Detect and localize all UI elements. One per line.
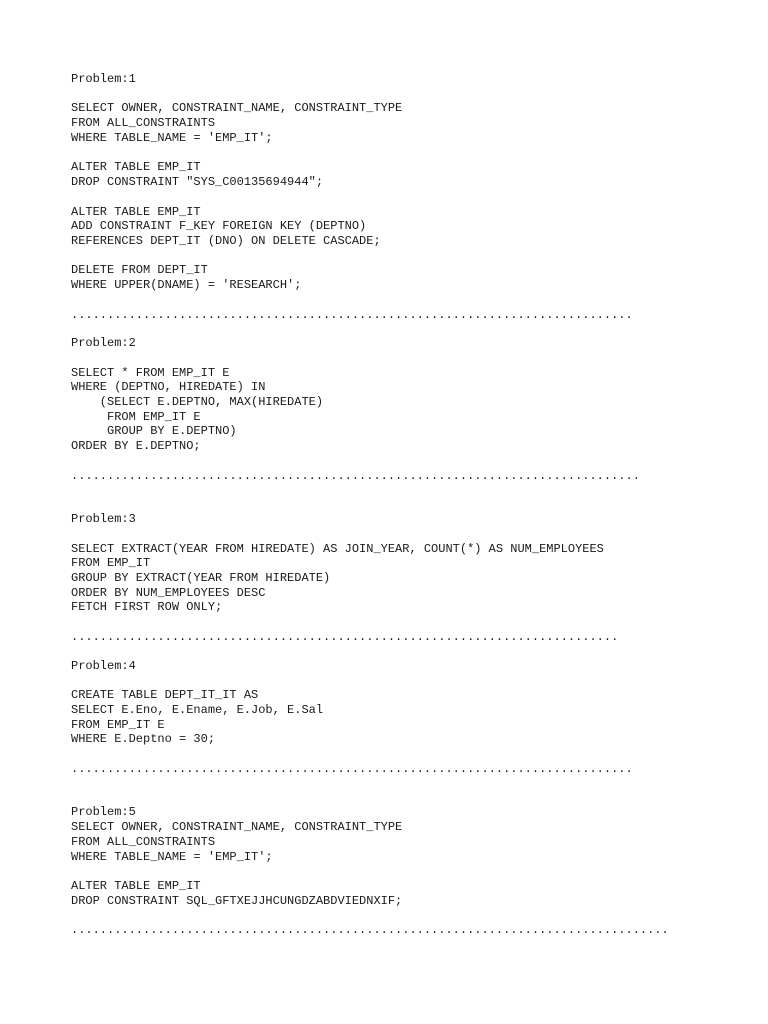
problem-4-heading: Problem:4	[71, 659, 136, 673]
code-line: FROM ALL_CONSTRAINTS	[71, 835, 216, 849]
code-line: WHERE (DEPTNO, HIREDATE) IN	[71, 380, 266, 394]
dotted-separator: ..............................................................................	[71, 762, 633, 776]
code-line: GROUP BY E.DEPTNO)	[71, 424, 237, 438]
dotted-separator: ...................................................................................	[71, 923, 669, 937]
problem-1-heading: Problem:1	[71, 72, 136, 86]
code-line: SELECT E.Eno, E.Ename, E.Job, E.Sal	[71, 703, 324, 717]
code-line: SELECT * FROM EMP_IT E	[71, 366, 230, 380]
code-line: (SELECT E.DEPTNO, MAX(HIREDATE)	[71, 395, 324, 409]
code-line: ALTER TABLE EMP_IT	[71, 205, 201, 219]
problem-3-heading: Problem:3	[71, 512, 136, 526]
problem-2-heading: Problem:2	[71, 336, 136, 350]
dotted-separator: ..............................................................................	[71, 308, 633, 322]
code-line: ORDER BY E.DEPTNO;	[71, 439, 201, 453]
code-line: DROP CONSTRAINT "SYS_C00135694944";	[71, 175, 324, 189]
code-line: FROM EMP_IT E	[71, 410, 201, 424]
code-line: ALTER TABLE EMP_IT	[71, 160, 201, 174]
code-line: REFERENCES DEPT_IT (DNO) ON DELETE CASCADE;	[71, 234, 381, 248]
code-line: WHERE TABLE_NAME = 'EMP_IT';	[71, 850, 273, 864]
code-line: ADD CONSTRAINT F_KEY FOREIGN KEY (DEPTNO)	[71, 219, 367, 233]
code-line: SELECT OWNER, CONSTRAINT_NAME, CONSTRAINT_TYPE	[71, 820, 403, 834]
code-line: DROP CONSTRAINT SQL_GFTXEJJHCUNGDZABDVIEDNXIF;	[71, 894, 403, 908]
code-line: GROUP BY EXTRACT(YEAR FROM HIREDATE)	[71, 571, 331, 585]
problem-5-heading: Problem:5	[71, 805, 136, 819]
code-line: SELECT EXTRACT(YEAR FROM HIREDATE) AS JOIN_YEAR, COUNT(*) AS NUM_EMPLOYEES	[71, 542, 604, 556]
code-line: DELETE FROM DEPT_IT	[71, 263, 208, 277]
dotted-separator: ...............................................................................	[71, 469, 640, 483]
code-line: WHERE UPPER(DNAME) = 'RESEARCH';	[71, 278, 302, 292]
code-line: FROM EMP_IT E	[71, 718, 165, 732]
code-line: ALTER TABLE EMP_IT	[71, 879, 201, 893]
code-line: CREATE TABLE DEPT_IT_IT AS	[71, 688, 259, 702]
code-line: FROM EMP_IT	[71, 556, 151, 570]
code-line: FETCH FIRST ROW ONLY;	[71, 600, 223, 614]
code-line: ORDER BY NUM_EMPLOYEES DESC	[71, 586, 266, 600]
dotted-separator: ............................................................................	[71, 630, 619, 644]
code-line: SELECT OWNER, CONSTRAINT_NAME, CONSTRAINT_TYPE	[71, 101, 403, 115]
code-line: WHERE E.Deptno = 30;	[71, 732, 216, 746]
code-line: WHERE TABLE_NAME = 'EMP_IT';	[71, 131, 273, 145]
code-line: FROM ALL_CONSTRAINTS	[71, 116, 216, 130]
